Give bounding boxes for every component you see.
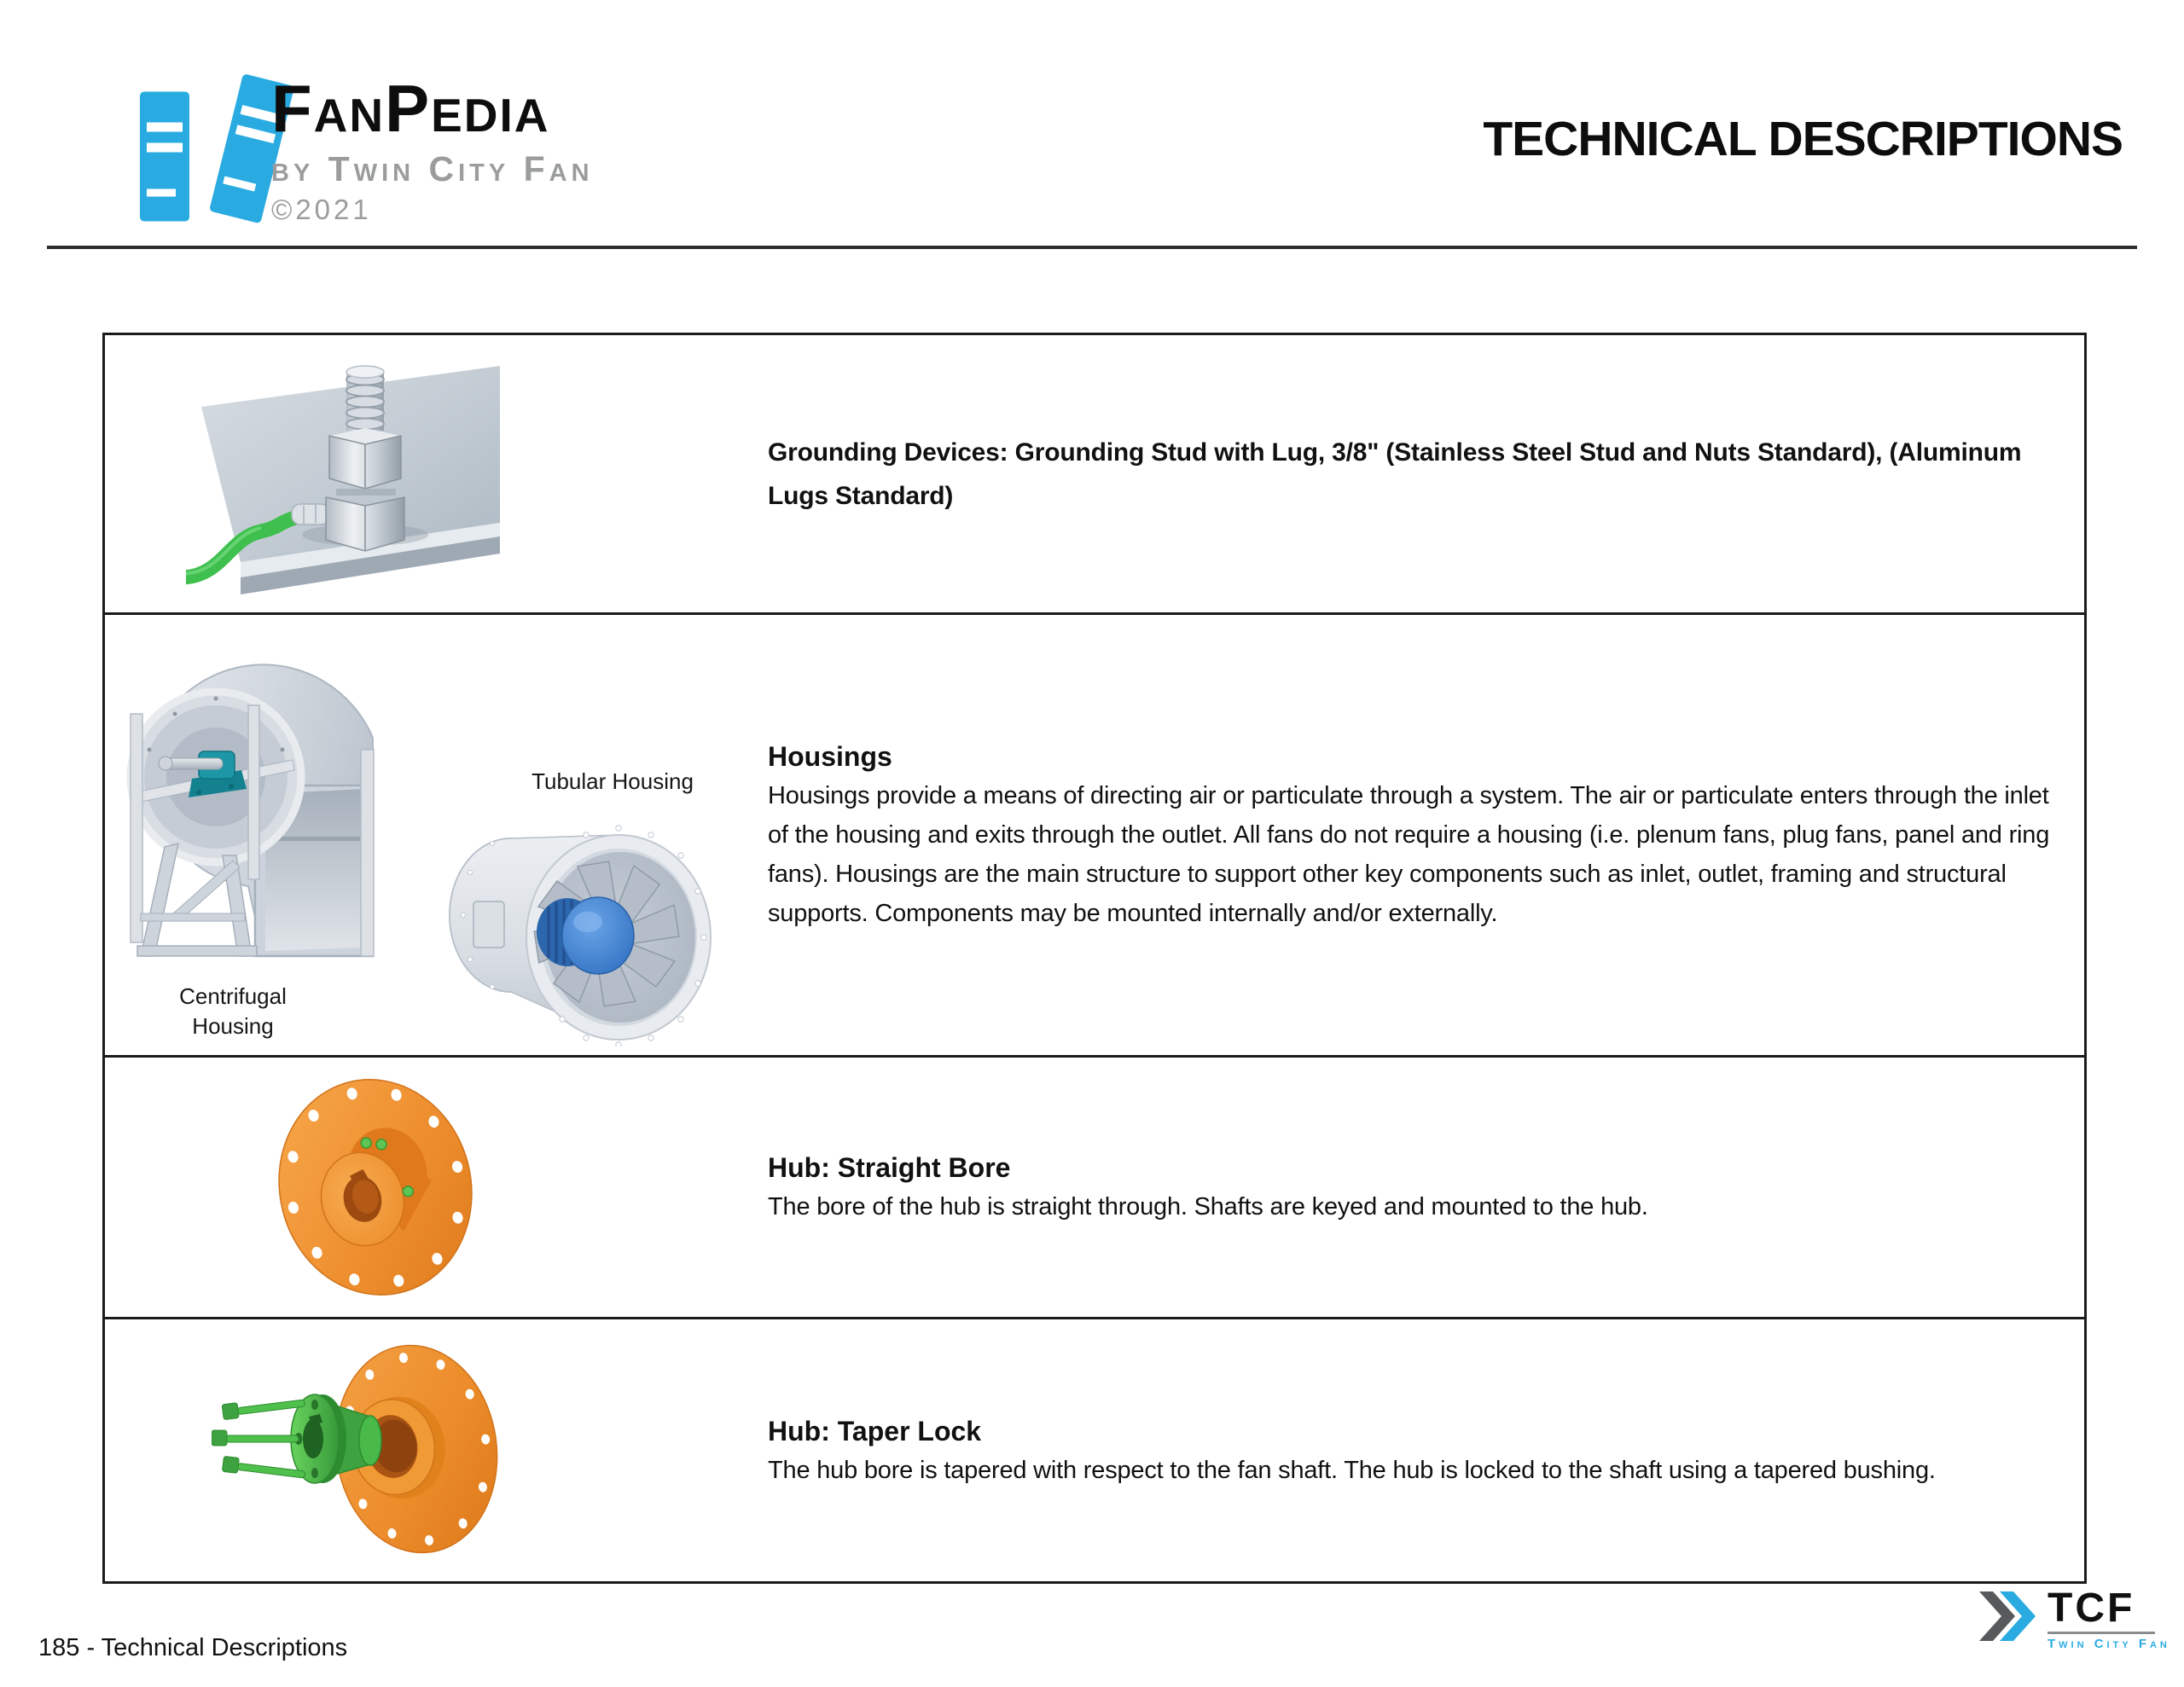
tcf-logo [1979,1588,2170,1651]
taper-lock-text [768,1412,2084,1490]
housings-figure [105,615,768,1055]
centrifugal-housing-image [120,630,380,973]
grounding-devices-text [768,431,2084,518]
tcf-logo-text [2048,1588,2170,1651]
logo-copyright: ©2021 [271,194,372,225]
housings-text [768,737,2084,933]
straight-bore-hub-image [271,1070,485,1305]
straight-bore-hub-figure [105,1058,768,1317]
page-title: TECHNICAL DESCRIPTIONS [1483,112,2123,166]
housings-description: Housings provide a means of directing air or particulate through a system. The air or particulate enters through the inlet of the housing and exits through the outlet. All fans do not require a housing (i.e. plenum fans, plug fans, panel and ring fans). Housings are the main structure to support other key components such as inlet, outlet, framing and structural supports. Components may be mounted internally and/or externally. [768,782,2050,927]
tcf-divider [2048,1632,2155,1634]
table-row [105,1319,2084,1581]
tcf-acronym: TCF [2048,1586,2135,1631]
table-row [105,615,2084,1058]
grounding-devices-description: Grounding Devices: Grounding Stud with Lug, 3/8" (Stainless Steel Stud and Nuts Standard), (Aluminum Lugs Standard) [768,438,2022,510]
taper-lock-hub-image [212,1330,510,1570]
straight-bore-heading: Hub: Straight Bore [768,1152,1011,1183]
grounding-stud-image [186,354,500,596]
straight-bore-text [768,1148,2084,1226]
tubular-housing-image [438,823,719,1046]
taper-lock-figure [105,1319,768,1581]
table-row [105,1058,2084,1319]
centrifugal-housing-label: Centrifugal Housing [179,983,287,1039]
descriptions-table [102,333,2087,1584]
logo-subtitle: by Twin City Fan [271,149,594,188]
logo-text [271,71,594,225]
taper-lock-description: The hub bore is tapered with respect to the fan shaft. The hub is locked to the shaft using a tapered bushing. [768,1456,1936,1484]
page-number-label: 185 - Technical Descriptions [38,1634,348,1661]
taper-lock-heading: Hub: Taper Lock [768,1415,982,1446]
housings-heading: Housings [768,741,892,772]
tubular-housing-label: Tubular Housing [531,768,694,794]
tcf-name: Twin City Fan [2048,1637,2170,1651]
logo-title: FanPedia [271,71,550,146]
straight-bore-description: The bore of the hub is straight through. Shafts are keyed and mounted to the hub. [768,1193,1648,1220]
chevrons-icon [1979,1591,2039,1643]
grounding-stud-figure [105,335,768,612]
header-rule [47,246,2137,249]
table-row [105,335,2084,615]
